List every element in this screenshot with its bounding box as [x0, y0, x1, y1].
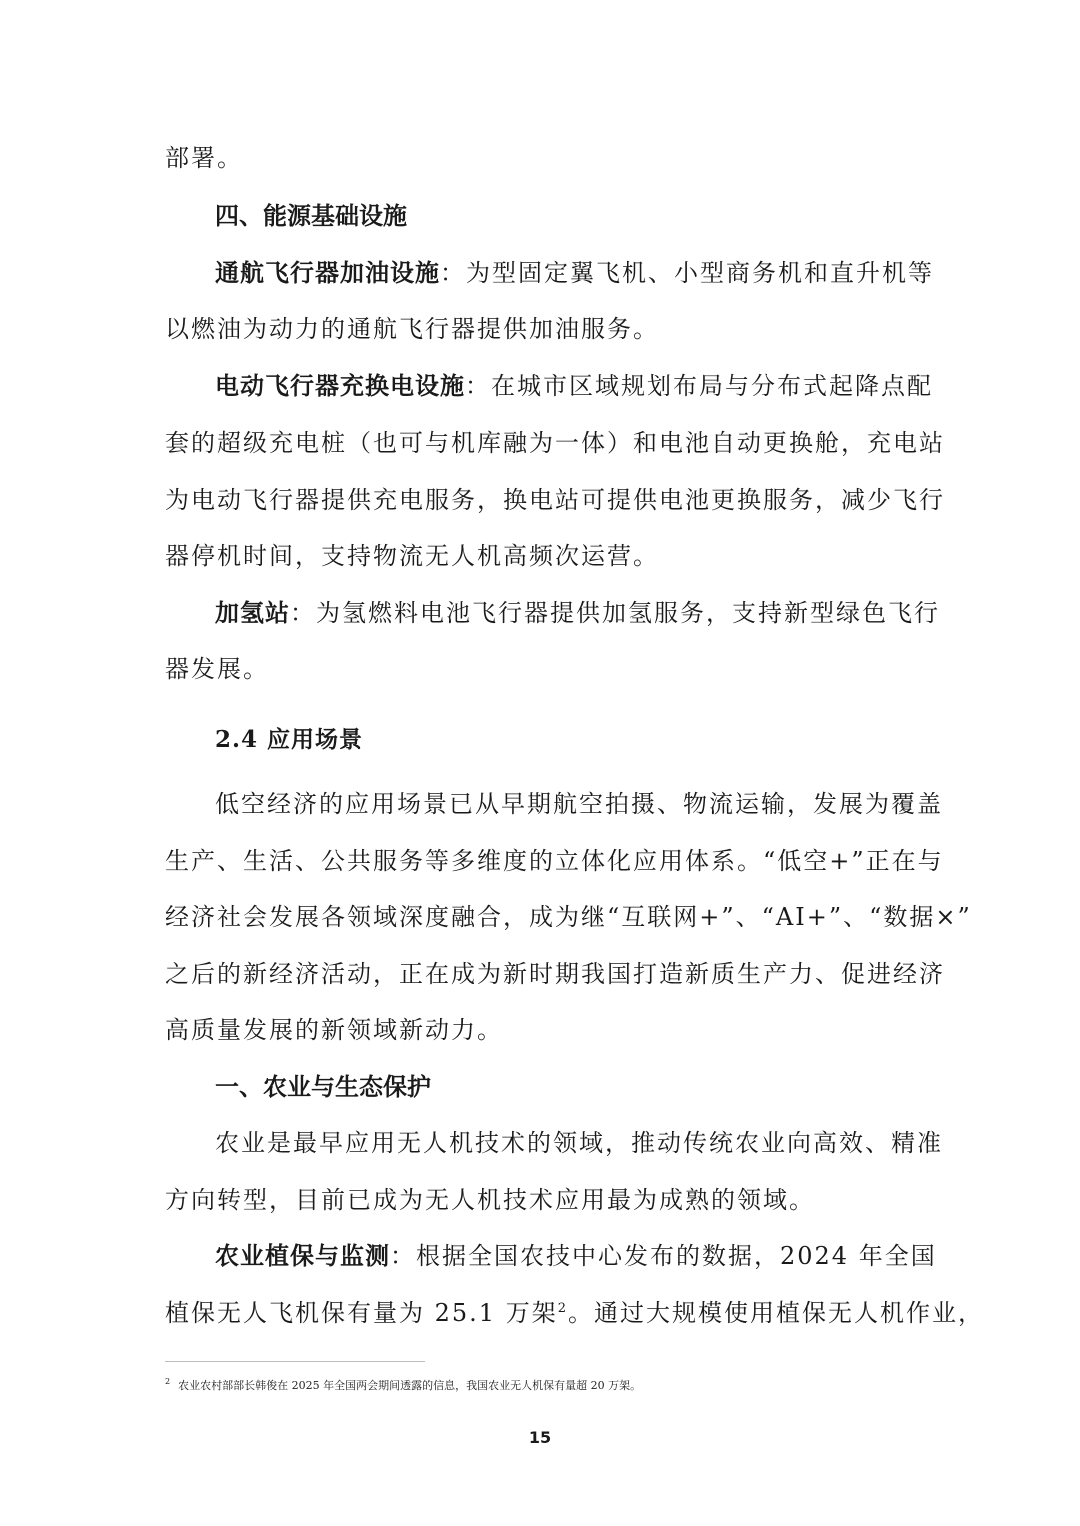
paragraph-intro-line-4: 之后的新经济活动，正在成为新时期我国打造新质生产力、促进经济: [165, 960, 945, 988]
paragraph-agri-line-2: 方向转型，目前已成为无人机技术应用最为成熟的领域。: [165, 1186, 815, 1214]
term-fuel-facility: 通航飞行器加油设施: [215, 258, 440, 287]
page-number: 15: [528, 1428, 552, 1447]
paragraph-text: 。通过大规模使用植保无人机作业，: [567, 1299, 984, 1327]
footnote: [165, 1378, 641, 1394]
paragraph-text: ：在城市区域规划布局与分布式起降点配: [465, 372, 933, 400]
paragraph-h2-line-2: 器发展。: [165, 655, 269, 683]
paragraph-text: ：为氢燃料电池飞行器提供加氢服务，支持新型绿色飞行: [290, 599, 940, 627]
paragraph-intro-line-2: 生产、生活、公共服务等多维度的立体化应用体系。“低空+”正在与: [165, 847, 944, 875]
section-heading-energy: 四、能源基础设施: [215, 202, 407, 230]
term-charging-facility: 电动飞行器充换电设施: [215, 371, 465, 400]
paragraph-fuel-line-2: 以燃油为动力的通航飞行器提供加油服务。: [165, 315, 659, 343]
paragraph-plant-line-1: [215, 1240, 937, 1272]
footnote-text: 农业农村部部长韩俊在 2025 年全国两会期间透露的信息，我国农业无人机保有量超 20 万架。: [178, 1379, 642, 1392]
footnote-divider: [165, 1361, 425, 1362]
footnote-mark: 2: [165, 1377, 171, 1387]
paragraph-intro-line-1: 低空经济的应用场景已从早期航空拍摄、物流运输，发展为覆盖: [215, 790, 943, 818]
paragraph-agri-line-1: 农业是最早应用无人机技术的领域，推动传统农业向高效、精准: [215, 1129, 943, 1157]
term-hydrogen-station: 加氢站: [215, 598, 290, 627]
paragraph-text: ：为型固定翼飞机、小型商务机和直升机等: [440, 259, 934, 287]
paragraph-plant-line-2: [165, 1297, 984, 1329]
subsection-heading-scenes: 2.4 应用场景: [215, 726, 364, 753]
paragraph-line: 部署。: [165, 144, 243, 172]
paragraph-text: ：根据全国农技中心发布的数据，2024 年全国: [390, 1242, 937, 1270]
paragraph-charge-line-4: 器停机时间，支持物流无人机高频次运营。: [165, 542, 659, 570]
paragraph-text: 植保无人飞机保有量为 25.1 万架: [165, 1299, 558, 1327]
paragraph-intro-line-5: 高质量发展的新领域新动力。: [165, 1016, 503, 1044]
footnote-reference[interactable]: 2: [557, 1301, 568, 1316]
section-heading-agriculture: 一、农业与生态保护: [215, 1073, 431, 1101]
paragraph-charge-line-3: 为电动飞行器提供充电服务，换电站可提供电池更换服务，减少飞行: [165, 486, 945, 514]
paragraph-intro-line-3: 经济社会发展各领域深度融合，成为继“互联网+”、“AI+”、“数据×”: [165, 903, 972, 931]
paragraph-fuel-line-1: [215, 257, 934, 289]
paragraph-h2-line-1: [215, 597, 940, 629]
term-plant-protection: 农业植保与监测: [215, 1241, 390, 1270]
paragraph-charge-line-1: [215, 370, 933, 402]
paragraph-charge-line-2: 套的超级充电桩（也可与机库融为一体）和电池自动更换舱，充电站: [165, 429, 945, 457]
